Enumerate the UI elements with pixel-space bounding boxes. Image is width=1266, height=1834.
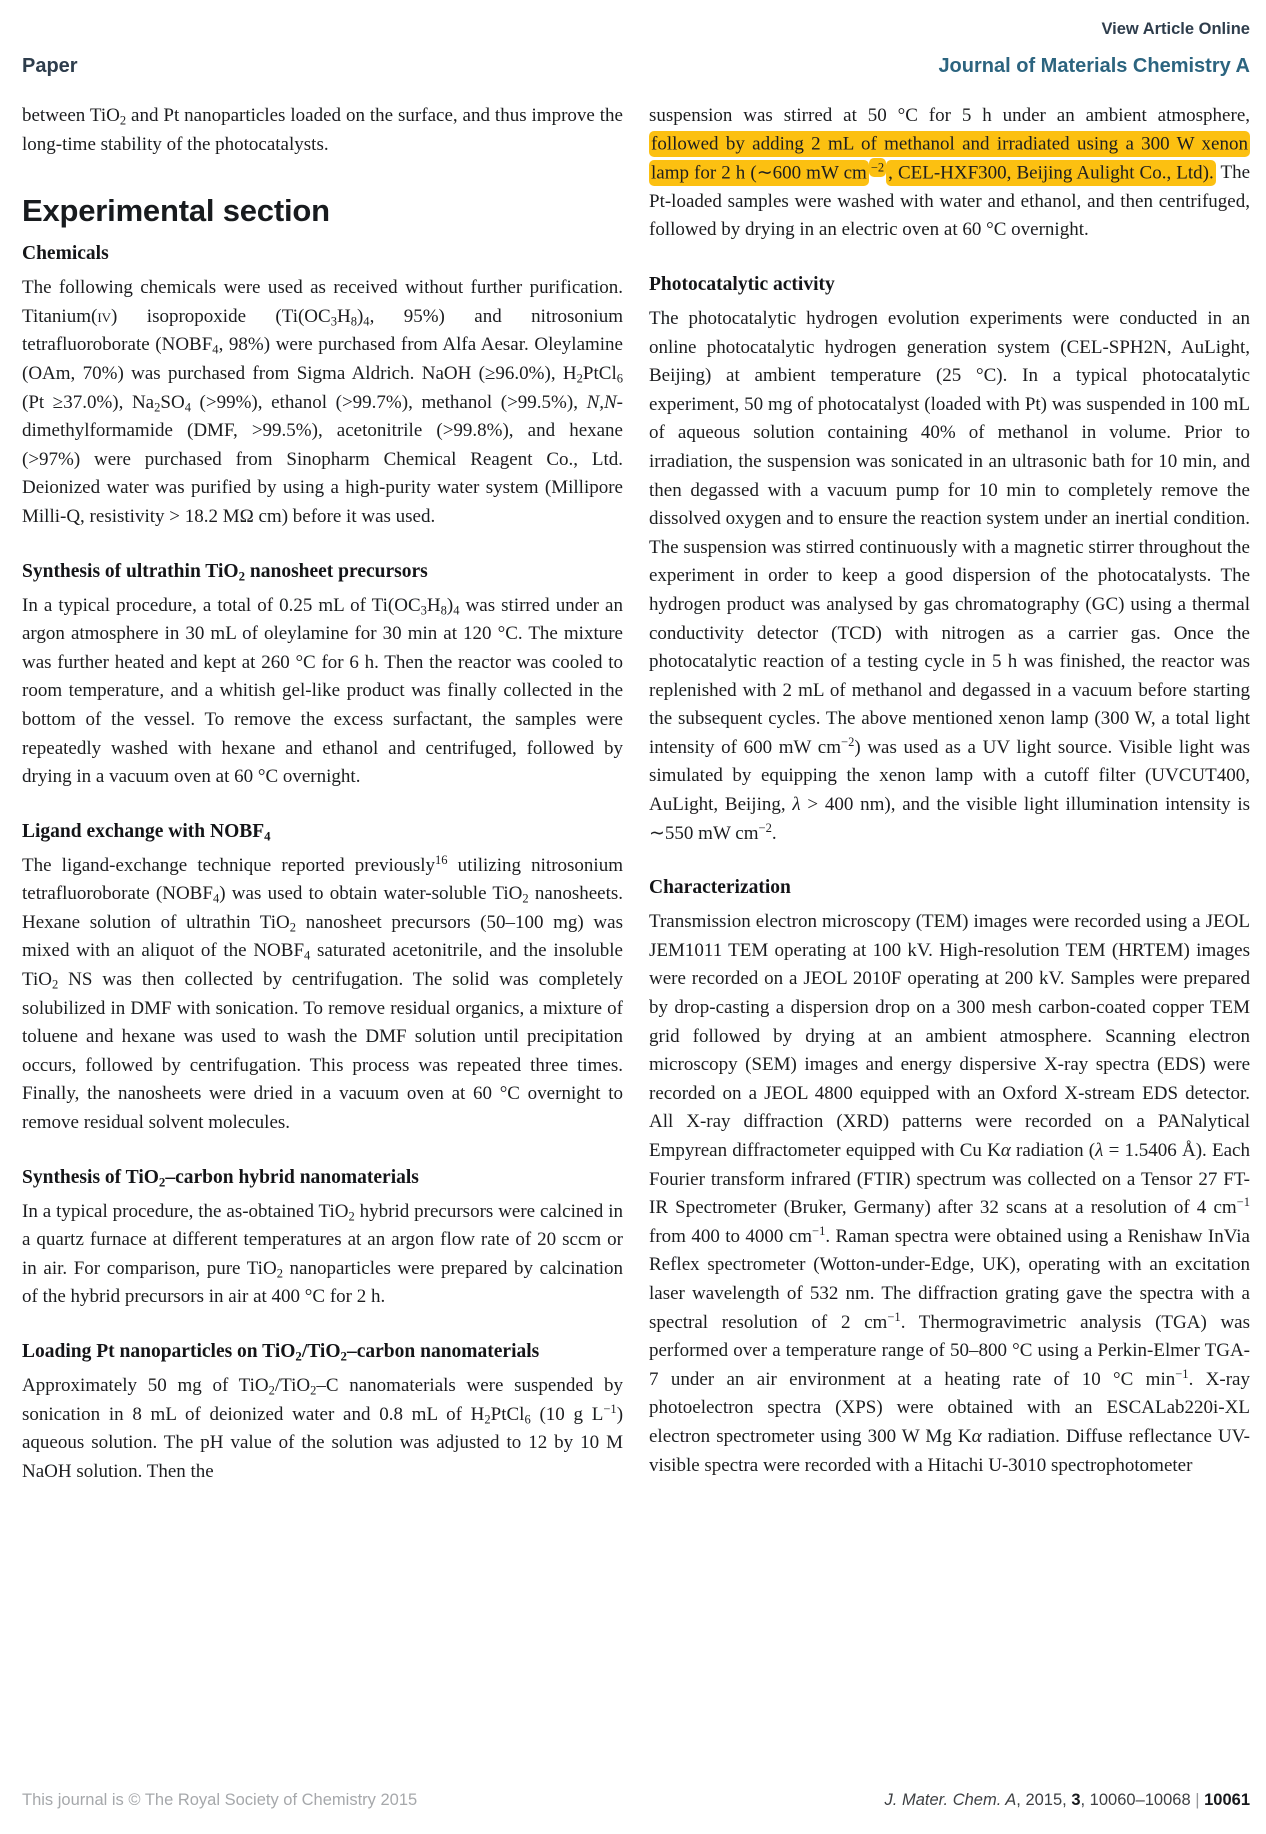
paragraph-characterization: Transmission electron microscopy (TEM) images were recorded using a JEOL JEM1011 TEM operating at 100 kV. High-resolution TEM (HRTEM) images were recorded on a JEOL 2010F operating at 200 kV. Samples were prepared by drop-casting a dispersion drop on a 300 mesh carbon-coated copper TEM grid followed by drying at an ambient atmosphere. Scanning electron microscopy (SEM) images and energy dispersive X-ray spectra (EDS) were recorded on a JEOL 4800 equipped with an Oxford X-stream EDS detector. All X-ray diffraction (XRD) patterns were recorded on a PANalytical Empyrean diffractometer equipped with Cu Kα radiation (λ = 1.5406 Å). Each Fourier transform infrared (FTIR) spectrum was collected on a Tensor 27 FT-IR Spectrometer (Bruker, Germany) after 32 scans at a resolution of 4 $cm^{-1}$ from 400 to 4000 $cm^{-1}$. Raman spectra were obtained using a Renishaw InVia Reflex spectrometer (Wotton-under-Edge, UK), operating with an excitation laser wavelength of 532 nm. The diffraction grating gave the spectra with a spectral resolution of 2 $cm^{-1}$. Thermogravimetric analysis (TGA) was performed over a temperature range of 50–800 °C using a Perkin-Elmer TGA-7 under an air environment at a heating rate of 10 °C $\min^{-1}$. X-ray photoelectron spectra (XPS) were obtained with an ESCALab220i-XL electron spectrometer using 300 W Mg Kα radiation. Diffuse reflectance UV-visible spectra were recorded with a Hitachi U-3010 spectrophotometer [649,911,1250,1476]
subheading-synthesis-hybrid: Synthesis of TiO2–carbon hybrid nanomaterials [22,1166,419,1190]
subheading-ligand-exchange: Ligand exchange with NOBF4 [22,820,271,844]
right-column [649,102,1250,1486]
paragraph-synthesis-hybrid: In a typical procedure, the as-obtained TiO2 hybrid precursors were calcined in a quartz furnace at different temperatures at an argon flow rate of 20 sccm or in air. For comparison, pure TiO2 nanoparticles were prepared by calcination of the hybrid precursors in air at 400 °C for 2 h. [22,1200,623,1308]
subheading-characterization: Characterization [649,877,791,899]
paragraph-photocatalytic-activity: The photocatalytic hydrogen evolution experiments were conducted in an online photocatalytic hydrogen generation system (CEL-SPH2N, AuLight, Beijing) at ambient temperature (25 °C). In a typical photocatalytic experiment, 50 mg of photocatalyst (loaded with Pt) was suspended in 100 mL of aqueous solution containing 40% of methanol in volume. Prior to irradiation, the suspension was sonicated in an ultrasonic bath for 10 min, and then degassed with a vacuum pump for 10 min to completely remove the dissolved oxygen and to ensure the reaction system under an inertial condition. The suspension was stirred continuously with a magnetic stirrer throughout the experiment in order to keep a good dispersion of the photocatalysts. The hydrogen product was analysed by gas chromatography (GC) using a thermal conductivity detector (TCD) with nitrogen as a carrier gas. Once the photocatalytic reaction of a testing cycle in 5 h was finished, the reactor was replenished with 2 mL of methanol and degassed in a vacuum before starting the subsequent cycles. The above mentioned xenon lamp (300 W, a total light intensity of 600 mW $cm^{-2}$) was used as a UV light source. Visible light was simulated by equipping the xenon lamp with a cutoff filter (UVCUT400, AuLight, Beijing, λ > 400 nm), and the visible light illumination intensity is ∼550 mW $cm^{-2}$. [649,307,1251,844]
journal-title: Journal of Materials Chemistry A [938,55,1250,77]
subheading-synthesis-nanosheet-precursors: Synthesis of ultrathin TiO2 nanosheet precursors [22,560,428,584]
article-type-label: Paper [22,55,78,77]
copyright-notice: This journal is © The Royal Society of Chemistry 2015 [22,1791,418,1809]
paragraph-synthesis-nanosheet-precursors: In a typical procedure, a total of 0.25 mL of Ti(OC3H8)4 was stirred under an argon atmosphere in 30 mL of oleylamine for 30 min at 120 °C. The mixture was further heated and kept at 260 °C for 6 h. Then the reactor was cooled to room temperature, and a whitish gel-like product was finally collected in the bottom of the vessel. To remove the excess surfactant, the samples were repeatedly washed with hexane and ethanol and centrifuged, followed by drying in a vacuum oven at 60 °C overnight. [22,594,623,788]
paragraph-ligand-exchange: The ligand-exchange technique reported previously$^{16}$ utilizing nitrosonium tetrafluoroborate (NOBF4) was used to obtain water-soluble TiO2 nanosheets. Hexane solution of ultrathin TiO2 nanosheet precursors (50–100 mg) was mixed with an aliquot of the NOBF4 saturated acetonitrile, and the insoluble TiO2 NS was then collected by centrifugation. The solid was completely solubilized in DMF with sonication. To remove residual organics, a mixture of toluene and hexane was used to wash the DMF solution until precipitation occurs, followed by centrifugation. This process was repeated three times. Finally, the nanosheets were dried in a vacuum oven at 60 °C overnight to remove residual solvent molecules. [22,852,624,1134]
page-header [22,55,1250,78]
subheading-loading-pt: Loading Pt nanoparticles on TiO2/TiO2–carbon nanomaterials [22,1341,540,1364]
subheading-chemicals: Chemicals [22,243,109,265]
paragraph-intro-continuation: between TiO2 and Pt nanoparticles loaded on the surface, and thus improve the long-time stability of the photocatalysts. [22,105,623,155]
two-column-body [22,102,1250,1486]
paragraph-chemicals: The following chemicals were used as received without further purification. Titanium(iv) isopropoxide (Ti(OC3H8)4, 95%) and nitrosonium tetrafluoroborate (NOBF4, 98%) were purchased from Alfa Aesar. Oleylamine (OAm, 70%) was purchased from Sigma Aldrich. NaOH (≥96.0%), H2PtCl6 (Pt ≥37.0%), Na2SO4 (>99%), ethanol (>99.7%), methanol (>99.5%), N,N-dimethylformamide (DMF, >99.5%), acetonitrile (>99.8%), and hexane (>97%) were purchased from Sinopharm Chemical Reagent Co., Ltd. Deionized water was purified by using a high-purity water system (Millipore Milli-Q, resistivity > 18.2 MΩ cm) before it was used. [22,277,623,527]
left-column [22,102,623,1486]
paragraph-loading-pt: Approximately 50 mg of TiO2/TiO2–C nanomaterials were suspended by sonication in 8 mL of deionized water and 0.8 mL of H2PtCl6 (10 g $L^{-1}$) aqueous solution. The pH value of the solution was adjusted to 12 by 10 M NaOH solution. Then the [22,1375,624,1482]
section-title-experimental: Experimental section [22,193,330,229]
subheading-photocatalytic-activity: Photocatalytic activity [649,273,835,295]
paragraph-pt-loading-continuation: suspension was stirred at 50 °C for 5 h under an ambient atmosphere, followed by adding 2 mL of methanol and irradiated using a 300 W xenon lamp for 2 h (∼600 mW cm $^{-2}$ , CEL-HXF300, Beijing Aulight Co., Ltd). The Pt-loaded samples were washed with water and ethanol, and then centrifuged, followed by drying in an electric oven at 60 °C overnight. [649,105,1251,241]
view-article-online-link[interactable]: View Article Online [1101,20,1250,38]
citation-and-page-number: J. Mater. Chem. A, 2015, 3, 10060–10068 | 10061 [884,1791,1250,1809]
page-footer [22,1791,1250,1810]
